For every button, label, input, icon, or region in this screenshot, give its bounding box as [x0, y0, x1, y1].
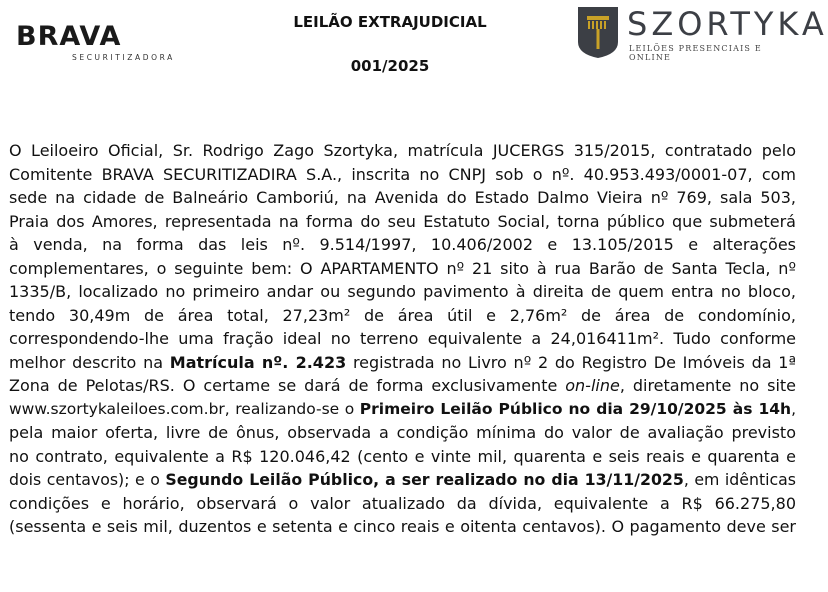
szortyka-logo [575, 2, 828, 62]
notice-title: LEILÃO EXTRAJUDICIAL [293, 13, 487, 31]
online-emphasis: on-line [565, 376, 620, 395]
szortyka-logo-word: SZORTYKA [627, 5, 828, 43]
body-text-segment: dois centavos); e o [9, 470, 166, 489]
body-line: complementares, o seguinte bem: O APARTAMENTO nº 21 sito à rua Barão de Santa Tecla, nº [9, 258, 796, 278]
body-line: Praia dos Amores, representada na forma do seu Estatuto Social, torna público que submeterá [9, 211, 796, 231]
body-text-segment: , diretamente no site [619, 376, 797, 395]
body-line: tendo 30,49m de área total, 27,23m² de área útil e 2,76m² de área de condomínio, [9, 305, 796, 325]
body-line: pela maior oferta, livre de ônus, observada a condição mínima do valor de avaliação previsto [9, 423, 796, 442]
body-line: sede na cidade de Balneário Camboriú, na Avenida do Estado Dalmo Vieira nº 769, sala 503, [9, 188, 796, 207]
body-line [9, 468, 796, 492]
body-line: Comitente BRAVA SECURITIZADIRA S.A., inscrita no CNPJ sob o nº. 40.953.493/0001-07, com [9, 164, 796, 184]
body-line: no contrato, equivalente a R$ 120.046,42 (cento e vinte mil, quarenta e seis reais e quarenta e [9, 446, 796, 466]
brava-logo-word: BRAVA [16, 21, 122, 52]
body-line [9, 398, 796, 422]
body-line: à venda, na forma das leis nº. 9.514/1997, 10.406/2002 e 13.105/2015 e alterações [9, 235, 796, 254]
first-auction-date: Primeiro Leilão Público no dia 29/10/2025 às 14h [359, 399, 792, 418]
brava-logo [16, 22, 196, 64]
body-text-segment: registrada no Livro nº 2 do Registro De Imóveis da 1ª [346, 352, 797, 372]
body-line: O Leiloeiro Oficial, Sr. Rodrigo Zago Szortyka, matrícula JUCERGS 315/2015, contratado pelo [9, 141, 796, 160]
body-line: (sessenta e seis mil, duzentos e setenta e cinco reais e oitenta centavos). O pagamento deve ser [9, 517, 796, 536]
brava-logo-tagline: SECURITIZADORA [72, 53, 175, 62]
second-auction-date: Segundo Leilão Público, a ser realizado no dia 13/11/2025 [165, 470, 684, 489]
body-line: condições e horário, observará o valor atualizado da dívida, equivalente a R$ 66.275,80 [9, 493, 796, 513]
body-line [9, 351, 796, 375]
gavel-shield-icon [575, 4, 621, 60]
body-text-segment: , em idênticas [683, 470, 797, 489]
notice-number: 001/2025 [350, 57, 430, 75]
body-text-segment: Zona de Pelotas/RS. O certame se dará de forma exclusivamente [9, 376, 566, 395]
body-text-segment: , [791, 399, 796, 418]
body-line: correspondendo-lhe uma fração ideal no terreno equivalente a 24,016411m². Tudo conforme [9, 329, 796, 348]
body-text-segment: melhor descrito na [9, 352, 170, 372]
registration-number: Matrícula nº. 2.423 [169, 352, 347, 372]
body-line: 1335/B, localizado no primeiro andar ou segundo pavimento à direita de quem entra no bloco, [9, 282, 796, 301]
notice-body-paragraph [9, 139, 796, 539]
szortyka-logo-tagline: LEILÕES PRESENCIAIS E ONLINE [629, 44, 762, 62]
body-line [9, 374, 796, 398]
website-url: www.szortykaleiloes.com.br, realizando-se o [9, 399, 360, 418]
